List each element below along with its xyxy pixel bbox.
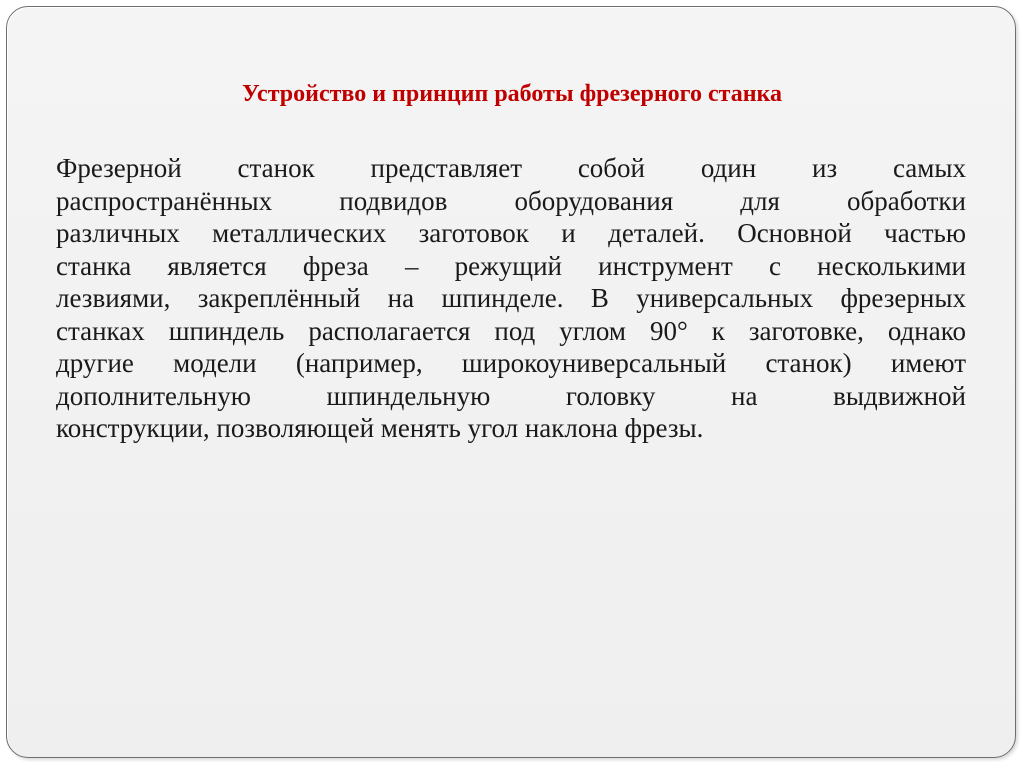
- slide-body: [56, 152, 966, 445]
- body-line: Фрезерной станок представляет собой один из самых: [56, 153, 966, 183]
- body-line: станка является фреза – режущий инструмент с несколькими: [56, 250, 966, 281]
- slide-title: Устройство и принцип работы фрезерного станка: [242, 81, 782, 107]
- body-line: конструкции, позволяющей менять угол наклона фрезы.: [56, 413, 704, 443]
- body-line: распространённых подвидов оборудования для обработки: [56, 185, 966, 216]
- body-line: другие модели (например, широкоуниверсальный станок) имеют: [56, 348, 966, 378]
- body-line: различных металлических заготовок и деталей. Основной частью: [56, 218, 966, 248]
- body-line: лезвиями, закреплённый на шпинделе. В универсальных фрезерных: [56, 283, 966, 313]
- body-line: станках шпиндель располагается под углом 90° к заготовке, однако: [56, 315, 966, 346]
- body-line: дополнительную шпиндельную головку на выдвижной: [56, 380, 966, 411]
